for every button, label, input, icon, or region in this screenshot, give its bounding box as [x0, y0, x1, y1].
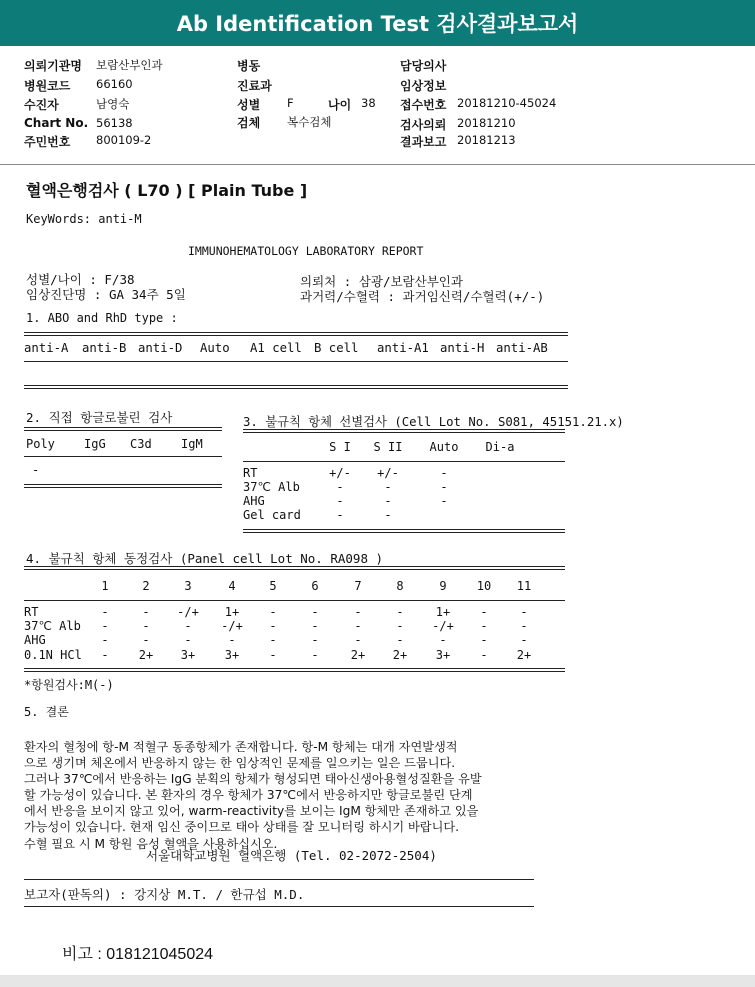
screen-row-label: AHG [243, 494, 265, 508]
header-label: 병원코드 [24, 79, 71, 93]
report-header [0, 46, 755, 165]
report-title-banner: Ab Identification Test 검사결과보고서 [0, 0, 755, 46]
panel-cell: - [142, 605, 150, 619]
conclusion-line: 으로 생기며 체온에서 반응하지 않는 한 임상적인 문제를 일으키는 일은 드뭅니다. [24, 756, 456, 771]
conclusion-line: 그러나 37℃에서 반응하는 IgG 분획의 항체가 형성되면 태아신생아용혈성질환을 유발 [24, 772, 482, 787]
panel-header: 7 [354, 579, 362, 593]
divider [24, 566, 565, 570]
panel-cell: 2+ [138, 648, 154, 662]
panel-cell: - [439, 633, 447, 647]
divider [243, 529, 565, 533]
panel-row-label: 37℃ Alb [24, 619, 81, 633]
screen-cell: - [336, 508, 344, 522]
screen-cell: - [440, 494, 448, 508]
conclusion-line: 환자의 혈청에 항-M 적혈구 동종항체가 존재합니다. 항-M 항체는 대개 자연발생적 [24, 740, 458, 754]
header-label: 결과보고 [400, 135, 447, 149]
divider [24, 600, 565, 601]
screen-row-label: Gel card [243, 508, 301, 522]
panel-row-label: AHG [24, 633, 46, 647]
panel-cell: - [480, 619, 488, 633]
header-label: 병동 [237, 59, 261, 73]
divider [24, 879, 534, 880]
header-value: 남영숙 [96, 97, 130, 111]
header-value: F [287, 96, 294, 110]
panel-cell: - [354, 619, 362, 633]
panel-cell: - [101, 648, 109, 662]
screen-row-label: 37℃ Alb [243, 480, 300, 494]
patient-history: 과거력/수혈력 : 과거임신력/수혈력(+/-) [300, 289, 545, 304]
dat-header: Poly [26, 437, 55, 451]
screen-cell: +/- [329, 466, 351, 480]
dat-title: 2. 직접 항글로불린 검사 [26, 410, 173, 425]
panel-cell: - [142, 619, 150, 633]
divider [24, 361, 568, 362]
divider [243, 461, 565, 462]
panel-cell: - [269, 605, 277, 619]
report-title: IMMUNOHEMATOLOGY LABORATORY REPORT [188, 244, 424, 258]
panel-cell: - [184, 633, 192, 647]
panel-header: 3 [184, 579, 192, 593]
conclusion-line: 할 가능성이 있습니다. 본 환자의 경우 항체가 37℃에서 반응하지만 항글로불린 단계 [24, 788, 473, 803]
panel-header: 4 [228, 579, 236, 593]
panel-row-label: RT [24, 605, 39, 619]
header-label: 나이 [328, 98, 352, 112]
section-title: 혈액은행검사 ( L70 ) [ Plain Tube ] [26, 181, 308, 200]
panel-cell: - [480, 605, 488, 619]
panel-row-label: 0.1N HCl [24, 648, 82, 662]
screen-header: Di-a [485, 440, 515, 454]
divider [24, 484, 222, 488]
hospital-name: 서울대학교병원 혈액은행 (Tel. 02-2072-2504) [146, 848, 437, 863]
abo-header: anti-H [440, 341, 485, 355]
header-label: 의뢰기관명 [24, 59, 82, 73]
screen-cell: +/- [377, 466, 399, 480]
panel-cell: -/+ [432, 619, 454, 633]
screen-cell: - [384, 494, 392, 508]
divider [24, 385, 568, 389]
conclusion-text [24, 739, 584, 852]
screen-title: 3. 불규칙 항체 선별검사 (Cell Lot No. S081, 45151.21.x) [243, 415, 624, 429]
divider [24, 456, 222, 457]
abo-header: anti-AB [496, 341, 548, 355]
panel-header: 9 [439, 579, 447, 593]
divider [24, 427, 222, 431]
panel-cell: 1+ [224, 605, 240, 619]
panel-header: 5 [269, 579, 277, 593]
patient-requester: 의뢰처 : 삼광/보람산부인과 [300, 274, 463, 289]
panel-cell: - [228, 633, 236, 647]
panel-cell: - [311, 619, 319, 633]
dat-header: C3d [130, 437, 152, 451]
patient-diagnosis: 임상진단명 : GA 34주 5일 [26, 287, 186, 302]
panel-cell: - [269, 619, 277, 633]
panel-cell: 3+ [180, 648, 196, 662]
screen-cell: - [440, 480, 448, 494]
panel-cell: - [354, 605, 362, 619]
screen-cell: - [336, 494, 344, 508]
panel-cell: - [101, 619, 109, 633]
screen-cell: - [336, 480, 344, 494]
divider [243, 429, 565, 433]
dat-value: - [32, 463, 40, 477]
panel-header: 2 [142, 579, 150, 593]
panel-cell: - [520, 633, 528, 647]
conclusion-line: 가능성이 있습니다. 현재 임신 중이므로 태아 상태를 잘 모니터링 하시기 바랍니다. [24, 820, 460, 835]
screen-cell: - [440, 466, 448, 480]
conclusion-title: 5. 결론 [24, 705, 69, 719]
panel-cell: - [396, 605, 404, 619]
dat-header: IgM [181, 437, 203, 451]
panel-cell: -/+ [221, 619, 243, 633]
panel-header: 11 [516, 579, 532, 593]
abo-header: anti-D [138, 341, 183, 355]
panel-cell: - [142, 633, 150, 647]
panel-cell: - [311, 605, 319, 619]
panel-cell: 3+ [435, 648, 451, 662]
header-value: 20181210 [457, 116, 516, 130]
panel-cell: - [480, 648, 488, 662]
header-value: 20181213 [457, 133, 516, 147]
patient-sex-age: 성별/나이 : F/38 [26, 272, 135, 287]
abo-header: anti-A [24, 341, 69, 355]
panel-cell: 2+ [392, 648, 408, 662]
panel-header: 8 [396, 579, 404, 593]
screen-header: S I [329, 440, 351, 454]
panel-header: 6 [311, 579, 319, 593]
panel-cell: - [480, 633, 488, 647]
dat-header: IgG [84, 437, 106, 451]
remark: 비고 : 018121045024 [62, 946, 214, 963]
header-value: 보람산부인과 [96, 58, 163, 72]
header-label: 주민번호 [24, 135, 71, 149]
abo-header: anti-B [82, 341, 127, 355]
screen-header: Auto [429, 440, 459, 454]
header-label: 수진자 [24, 98, 59, 112]
header-label: 접수번호 [400, 98, 447, 112]
abo-header: B cell [314, 341, 359, 355]
panel-header: 1 [101, 579, 109, 593]
panel-cell: - [184, 619, 192, 633]
panel-cell: 1+ [435, 605, 451, 619]
panel-cell: - [396, 619, 404, 633]
header-label: 진료과 [237, 79, 272, 93]
panel-cell: 2+ [350, 648, 366, 662]
screen-row-label: RT [243, 466, 258, 480]
abo-header: anti-A1 [377, 341, 429, 355]
abo-header: A1 cell [250, 341, 302, 355]
keywords: KeyWords: anti-M [26, 212, 142, 226]
header-value: 56138 [96, 116, 133, 130]
panel-cell: - [520, 619, 528, 633]
header-label: 검체 [237, 116, 261, 130]
header-value: 복수검체 [287, 115, 332, 129]
abo-title: 1. ABO and RhD type : [26, 311, 178, 325]
abo-header: Auto [200, 341, 230, 355]
header-label: 담당의사 [400, 59, 447, 73]
panel-cell: - [311, 648, 319, 662]
panel-cell: - [396, 633, 404, 647]
screen-cell: - [384, 480, 392, 494]
panel-cell: 3+ [224, 648, 240, 662]
header-label: Chart No. [24, 116, 89, 130]
header-label: 성별 [237, 98, 261, 112]
antigen-test: *항원검사:M(-) [24, 678, 114, 692]
panel-cell: - [354, 633, 362, 647]
panel-cell: 2+ [516, 648, 532, 662]
divider [24, 668, 565, 672]
divider [24, 332, 568, 336]
conclusion-line: 에서 반응을 보이지 않고 있어, warm-reactivity를 보이는 IgM 항체만 존재하고 있을 [24, 804, 479, 819]
panel-cell: - [311, 633, 319, 647]
reporter: 보고자(판독의) : 강지상 M.T. / 한규섭 M.D. [24, 887, 305, 902]
header-label: 임상정보 [400, 79, 447, 93]
panel-header: 10 [476, 579, 492, 593]
header-value: 20181210-45024 [457, 96, 557, 110]
conclusion-line: 수혈 필요 시 M 항원 음성 혈액을 사용하십시오. [24, 836, 278, 851]
divider [24, 906, 534, 907]
panel-cell: -/+ [177, 605, 199, 619]
header-value: 800109-2 [96, 133, 152, 147]
panel-cell: - [269, 633, 277, 647]
panel-cell: - [101, 605, 109, 619]
footer-bar [0, 975, 755, 987]
screen-header: S II [373, 440, 403, 454]
header-label: 검사의뢰 [400, 118, 447, 132]
panel-cell: - [520, 605, 528, 619]
screen-cell: - [384, 508, 392, 522]
panel-cell: - [269, 648, 277, 662]
header-value: 38 [361, 96, 376, 110]
panel-title: 4. 불규칙 항체 동정검사 (Panel cell Lot No. RA098 ) [26, 551, 384, 566]
header-value: 66160 [96, 77, 133, 91]
panel-cell: - [101, 633, 109, 647]
